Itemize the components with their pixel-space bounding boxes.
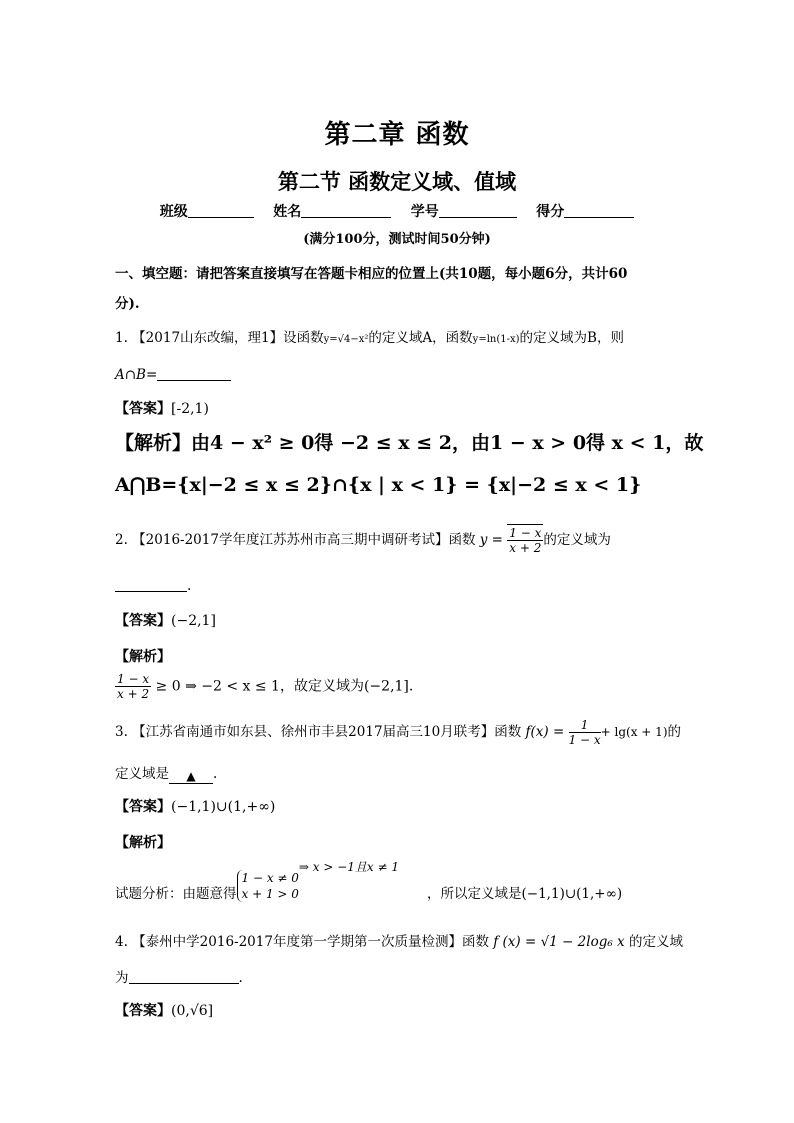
score-note: (满分100分，测试时间50分钟): [303, 232, 491, 247]
q2-analysis-fraction: [115, 672, 151, 701]
q3-num: 1: [569, 718, 601, 733]
q3-detail-prefix: 试题分析：由题意得: [115, 886, 237, 902]
q3-system: [237, 870, 299, 902]
q2-analysis-text: ≥ 0 ⇒ −2 < x ≤ 1，故定义域为(−2,1].: [155, 678, 414, 695]
field-class-blank[interactable]: [188, 203, 254, 218]
q3-sys1: 1 − x ≠ 0: [241, 871, 299, 885]
section-intro-line1: 一、填空题：请把答案直接填写在答题卡相应的位置上(共10题，每小题6分，共计60: [115, 266, 628, 282]
q4-func: f (x) = √1 − 2log₆ x: [493, 934, 625, 950]
q2-den: x + 2: [509, 541, 542, 555]
section-title: 第二节 函数定义域、值域: [277, 169, 517, 194]
q2-answer: [115, 610, 216, 630]
field-class-label: 班级: [159, 204, 188, 220]
q4-line2: 为: [115, 970, 129, 986]
q2-suffix: 的定义域为: [543, 532, 611, 548]
q3-prefix: 3. 【江苏省南通市如东县、徐州市丰县2017届高三10月联考】函数: [115, 724, 522, 740]
q2-answer-label: 【答案】: [115, 613, 171, 629]
question-2: [115, 524, 611, 555]
q2-num: 1 − x: [509, 526, 542, 540]
q1-answer-blank[interactable]: [157, 366, 231, 381]
q2-prefix: 2. 【2016-2017学年度江苏苏州市高三期中调研考试】函数: [115, 532, 476, 548]
question-3-line2: [115, 762, 217, 784]
student-info-fields: [0, 201, 794, 221]
q3-fraction: [569, 718, 601, 747]
q3-f-eq: f(x) =: [525, 724, 565, 740]
q3-end-dot: .: [213, 766, 218, 782]
field-name-label: 姓名: [273, 204, 302, 220]
q1-intersection: A∩B=: [115, 367, 158, 383]
q1-mid: 的定义域A，函数: [368, 330, 473, 346]
q2-answer-blank[interactable]: [115, 577, 187, 592]
q3-sys2: x + 1 > 0: [241, 887, 299, 901]
question-1: [115, 326, 624, 346]
field-name-blank[interactable]: [301, 203, 391, 218]
question-3: [115, 718, 681, 747]
q3-den: 1 − x: [568, 733, 601, 747]
chapter-title: 第二章 函数: [324, 120, 470, 150]
q3-answer-label: 【答案】: [115, 799, 171, 815]
q2-y-eq: y =: [479, 532, 503, 548]
q4-end-dot: .: [238, 970, 243, 986]
q2-fraction: [507, 526, 543, 555]
q3-suffix: 的: [667, 724, 681, 740]
q3-answer-value: (−1,1)∪(1,+∞): [171, 799, 276, 815]
q3-triangle: ▲: [186, 769, 196, 783]
q3-answer: [115, 796, 275, 816]
q2-an-den: x + 2: [117, 687, 150, 701]
question-4-line2: [115, 966, 243, 986]
field-id-blank[interactable]: [439, 203, 517, 218]
field-id-label: 学号: [410, 204, 439, 220]
q3-implies: ⇒ x > −1且x ≠ 1: [298, 860, 400, 874]
q2-an-num: 1 − x: [117, 672, 150, 686]
q3-analysis-label: 【解析】: [115, 835, 171, 851]
field-score-blank[interactable]: [564, 203, 634, 218]
q4-answer-label: 【答案】: [115, 1003, 171, 1019]
q1-analysis-line2: A⋂B={x|−2 ≤ x ≤ 2}∩{x | x < 1} = {x|−2 ≤ x < 1}: [115, 474, 642, 496]
q1-analysis-line1: 【解析】由4 − x² ≥ 0得 −2 ≤ x ≤ 2，由1 − x > 0得 x < 1，故: [115, 432, 704, 454]
section-intro-line2: 分).: [115, 296, 140, 312]
q4-answer: [115, 1000, 213, 1020]
q2-answer-value: (−2,1]: [171, 613, 216, 629]
q2-analysis-label: 【解析】: [115, 649, 171, 665]
q1-answer: [115, 398, 209, 418]
q2-end-dot: .: [187, 578, 192, 594]
q4-answer-value: (0,√6]: [171, 1003, 214, 1019]
q1-func1: y=√4−x²: [323, 334, 369, 345]
q1-answer-value: [-2,1): [171, 401, 209, 417]
q3-detail-mid: ，所以定义域是: [427, 886, 522, 902]
q1-suffix: 的定义域为B，则: [519, 330, 624, 346]
q3-detail-answer: (−1,1)∪(1,+∞): [521, 886, 623, 902]
question-2-line2: [115, 577, 191, 594]
q3-answer-blank[interactable]: [169, 769, 213, 784]
q3-analysis: [115, 858, 622, 902]
q1-func2: y=ln(1-x): [472, 334, 520, 345]
question-4: [115, 930, 683, 950]
q4-suffix: 的定义域: [628, 934, 683, 950]
q3-line2: 定义域是: [115, 766, 169, 782]
q2-sqrt: [507, 524, 543, 555]
q1-prefix: 1. 【2017山东改编，理1】设函数: [115, 330, 324, 346]
question-1-line2: [115, 366, 231, 383]
q4-prefix: 4. 【泰州中学2016-2017年度第一学期第一次质量检测】函数: [115, 934, 489, 950]
q4-answer-blank[interactable]: [129, 969, 239, 984]
q2-analysis: [115, 672, 413, 701]
field-score-label: 得分: [536, 204, 565, 220]
q3-tail: + lg(x + 1): [600, 725, 668, 739]
q1-answer-label: 【答案】: [115, 401, 171, 417]
